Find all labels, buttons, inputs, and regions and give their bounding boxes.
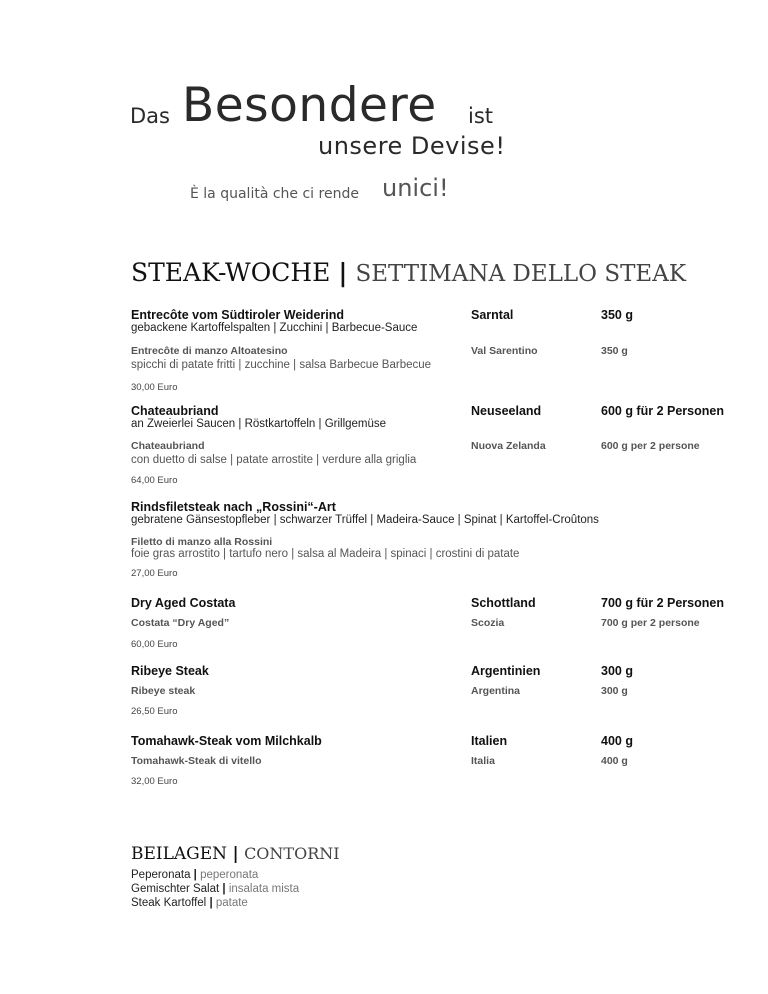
side-item-peperonata (131, 868, 299, 882)
item-origin-it: Val Sarentino (471, 345, 538, 357)
item-origin-de: Italien (471, 734, 508, 748)
side-item-salat (131, 882, 299, 896)
item-name-it: Filetto di manzo alla Rossini (131, 536, 273, 548)
sides-title-separator: | (232, 844, 239, 864)
item-name-it: Tomahawk-Steak di vitello (131, 755, 262, 767)
item-name-de: Tomahawk-Steak vom Milchkalb (131, 734, 322, 748)
side-separator: | (222, 883, 226, 895)
item-price: 26,50 Euro (131, 706, 178, 717)
item-weight-de: 600 g für 2 Personen (601, 404, 724, 418)
slogan-ist: ist (468, 104, 494, 128)
item-origin-it: Italia (471, 755, 495, 767)
sides-section-title (131, 844, 340, 864)
item-weight-de: 700 g für 2 Personen (601, 596, 724, 610)
item-weight-it: 400 g (601, 755, 628, 767)
sides-title-de: BEILAGEN (131, 844, 228, 864)
item-desc-it: spicchi di patate fritti | zucchine | salsa Barbecue Barbecue (131, 359, 432, 371)
item-origin-it: Scozia (471, 617, 505, 629)
side-name-de: Peperonata (131, 869, 191, 881)
item-origin-de: Neuseeland (471, 404, 542, 418)
item-name-it: Costata “Dry Aged” (131, 617, 230, 629)
item-price: 30,00 Euro (131, 382, 178, 393)
item-origin-de: Argentinien (471, 664, 541, 678)
sides-title-it: CONTORNI (244, 844, 340, 863)
item-origin-it: Nuova Zelanda (471, 440, 546, 452)
item-weight-it: 700 g per 2 persone (601, 617, 700, 629)
steak-title-de: STEAK-WOCHE (131, 258, 331, 287)
steak-title-it: SETTIMANA DELLO STEAK (355, 261, 687, 287)
item-name-de: Rindsfiletsteak nach „Rossini“-Art (131, 500, 336, 514)
side-name-de: Gemischter Salat (131, 883, 220, 895)
item-weight-de: 400 g (601, 734, 633, 748)
item-name-it: Entrecôte di manzo Altoatesino (131, 345, 288, 357)
item-name-de: Ribeye Steak (131, 664, 209, 678)
item-desc-de: gebackene Kartoffelspalten | Zucchini | Barbecue-Sauce (131, 322, 418, 334)
item-origin-de: Schottland (471, 596, 536, 610)
item-name-it: Chateaubriand (131, 440, 205, 452)
side-item-kartoffel (131, 896, 299, 910)
item-desc-it: con duetto di salse | patate arrostite | verdure alla griglia (131, 454, 417, 466)
item-weight-de: 350 g (601, 308, 633, 322)
steak-section-title (131, 258, 686, 287)
item-weight-it: 350 g (601, 345, 628, 357)
slogan-besondere: Besondere (182, 78, 437, 133)
sides-list (131, 868, 299, 910)
item-weight-it: 300 g (601, 685, 628, 697)
item-origin-de: Sarntal (471, 308, 514, 322)
side-name-it: insalata mista (228, 883, 300, 895)
item-name-it: Ribeye steak (131, 685, 196, 697)
slogan-devise: unsere Devise! (318, 132, 506, 160)
side-name-it: peperonata (200, 869, 259, 881)
item-weight-it: 600 g per 2 persone (601, 440, 700, 452)
item-desc-de: an Zweierlei Saucen | Röstkartoffeln | Grillgemüse (131, 418, 387, 430)
item-desc-it: foie gras arrostito | tartufo nero | salsa al Madeira | spinaci | crostini di patate (131, 548, 520, 560)
side-separator: | (193, 869, 197, 881)
slogan-unici: unici! (382, 174, 449, 202)
side-name-de: Steak Kartoffel (131, 897, 207, 909)
slogan-das: Das (130, 104, 170, 128)
side-name-it: patate (215, 897, 248, 909)
slogan-quality: È la qualità che ci rende (190, 186, 359, 202)
item-name-de: Chateaubriand (131, 404, 219, 418)
steak-title-separator: | (338, 258, 348, 287)
item-price: 32,00 Euro (131, 776, 178, 787)
item-price: 64,00 Euro (131, 475, 178, 486)
item-price: 60,00 Euro (131, 639, 178, 650)
item-name-de: Dry Aged Costata (131, 596, 236, 610)
item-price: 27,00 Euro (131, 568, 178, 579)
item-name-de: Entrecôte vom Südtiroler Weiderind (131, 308, 345, 322)
item-origin-it: Argentina (471, 685, 521, 697)
item-weight-de: 300 g (601, 664, 633, 678)
side-separator: | (209, 897, 213, 909)
item-desc-de: gebratene Gänsestopfleber | schwarzer Trüffel | Madeira-Sauce | Spinat | Kartoffel-Croûtons (131, 514, 599, 526)
